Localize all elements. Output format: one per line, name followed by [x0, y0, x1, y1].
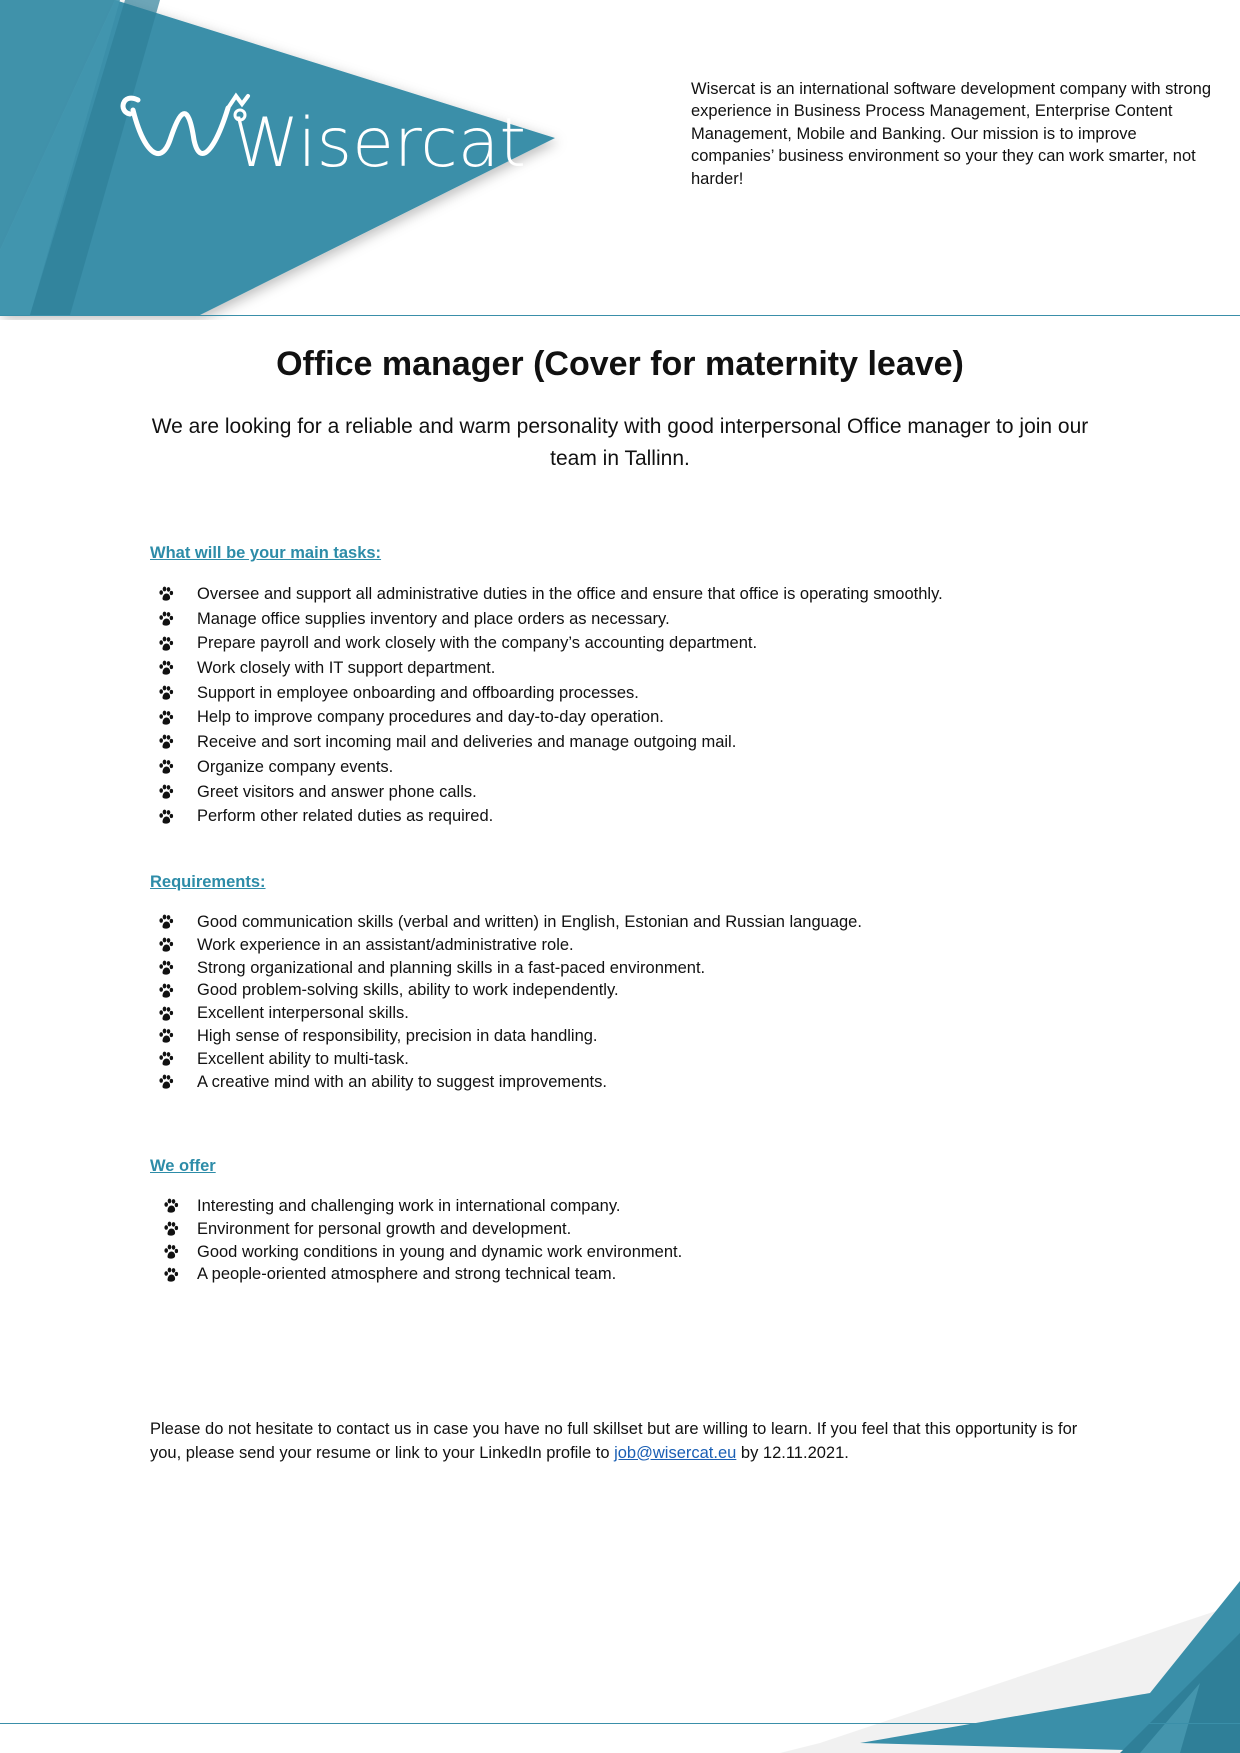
list-item-text: Environment for personal growth and development.: [197, 1219, 572, 1238]
footer-rule: [0, 1723, 1240, 1724]
paw-icon: [158, 1074, 174, 1090]
list-item: [150, 755, 1150, 780]
list-item: [150, 681, 1150, 706]
paw-icon: [158, 660, 174, 676]
list-item: [150, 656, 1150, 681]
paw-icon: [158, 685, 174, 701]
list-item: [150, 1048, 1150, 1071]
paw-icon: [158, 759, 174, 775]
paw-icon: [158, 983, 174, 999]
list-item: [150, 582, 1150, 607]
paw-icon: [158, 586, 174, 602]
list-item-text: Manage office supplies inventory and place orders as necessary.: [197, 609, 670, 628]
list-item: [150, 730, 1150, 755]
paw-icon: [158, 1051, 174, 1067]
list-item-text: Support in employee onboarding and offboarding processes.: [197, 683, 639, 702]
list-item-text: Strong organizational and planning skills in a fast-paced environment.: [197, 958, 706, 977]
list-item-text: Oversee and support all administrative duties in the office and ensure that office is operating smoothly.: [197, 585, 943, 603]
list-item: [150, 979, 1150, 1002]
list-item: [150, 1025, 1150, 1048]
paw-icon: [158, 710, 174, 726]
paw-icon: [163, 1198, 179, 1214]
paw-icon: [158, 960, 174, 976]
company-intro: Wisercat is an international software development company with strong experience in Business Process Management, Enterprise Content Management, Mobile and Banking. Our mission is to improve companies’ business environment so your they can work smarter, not harder!: [691, 79, 1211, 188]
closing-deadline: by 12.11.2021.: [736, 1443, 849, 1462]
tasks-heading: What will be your main tasks:: [150, 544, 382, 562]
logo-text: Wisercat: [232, 104, 527, 183]
paw-icon: [158, 611, 174, 627]
paw-icon: [158, 937, 174, 953]
closing-text: Please do not hesitate to contact us in case you have no full skillset but are willing to learn. If you feel that this opportunity is for you, please send your resume or link to your LinkedIn profile to: [150, 1420, 1078, 1462]
paw-icon: [158, 914, 174, 930]
paw-icon: [158, 636, 174, 652]
paw-icon: [163, 1221, 179, 1237]
requirements-heading: Requirements:: [150, 873, 266, 891]
tasks-list: [150, 582, 1150, 829]
offer-list: [150, 1195, 1150, 1286]
list-item: [150, 780, 1150, 805]
list-item: [150, 804, 1150, 829]
list-item: [150, 1071, 1150, 1094]
list-item-text: Good problem-solving skills, ability to work independently.: [197, 981, 619, 1000]
list-item: [150, 911, 1150, 934]
list-item: [150, 631, 1150, 656]
list-item-text: Work experience in an assistant/administrative role.: [197, 935, 574, 954]
paw-icon: [158, 1028, 174, 1044]
list-item-text: Perform other related duties as required.: [197, 807, 494, 826]
page-title: Office manager (Cover for maternity leave): [276, 345, 964, 383]
list-item-text: Greet visitors and answer phone calls.: [197, 782, 477, 801]
list-item: [150, 1002, 1150, 1025]
list-item-text: Excellent interpersonal skills.: [197, 1004, 409, 1023]
list-item-text: Good working conditions in young and dynamic work environment.: [197, 1242, 683, 1261]
list-item-text: Interesting and challenging work in international company.: [197, 1197, 621, 1215]
header-banner: [0, 0, 600, 320]
list-item: [150, 957, 1150, 980]
list-item-text: Prepare payroll and work closely with the company’s accounting department.: [197, 634, 758, 653]
list-item: [150, 705, 1150, 730]
header-rule: [0, 315, 1240, 316]
requirements-list: [150, 911, 1150, 1093]
email-link[interactable]: job@wisercat.eu: [614, 1443, 737, 1462]
list-item-text: Good communication skills (verbal and written) in English, Estonian and Russian language.: [197, 913, 862, 931]
page-subtitle: We are looking for a reliable and warm personality with good interpersonal Office manager to join our team in Tallinn.: [151, 415, 1089, 470]
paw-icon: [163, 1244, 179, 1260]
closing-paragraph: [150, 1418, 1090, 1465]
list-item-text: A creative mind with an ability to suggest improvements.: [197, 1072, 607, 1091]
list-item-text: A people-oriented atmosphere and strong technical team.: [197, 1265, 617, 1284]
list-item: [150, 1218, 1150, 1241]
paw-icon: [158, 1006, 174, 1022]
paw-icon: [158, 809, 174, 825]
list-item: [150, 934, 1150, 957]
paw-icon: [158, 734, 174, 750]
list-item-text: Receive and sort incoming mail and deliveries and manage outgoing mail.: [197, 733, 737, 752]
list-item-text: Organize company events.: [197, 757, 394, 776]
paw-icon: [158, 784, 174, 800]
paw-icon: [163, 1267, 179, 1283]
list-item: [150, 1195, 1150, 1218]
list-item-text: Help to improve company procedures and day-to-day operation.: [197, 708, 664, 727]
list-item: [150, 1241, 1150, 1264]
list-item: [150, 1263, 1150, 1286]
list-item-text: High sense of responsibility, precision in data handling.: [197, 1026, 598, 1045]
list-item-text: Excellent ability to multi-task.: [197, 1049, 409, 1068]
list-item: [150, 607, 1150, 632]
offer-heading: We offer: [150, 1157, 216, 1175]
list-item-text: Work closely with IT support department.: [197, 659, 496, 678]
